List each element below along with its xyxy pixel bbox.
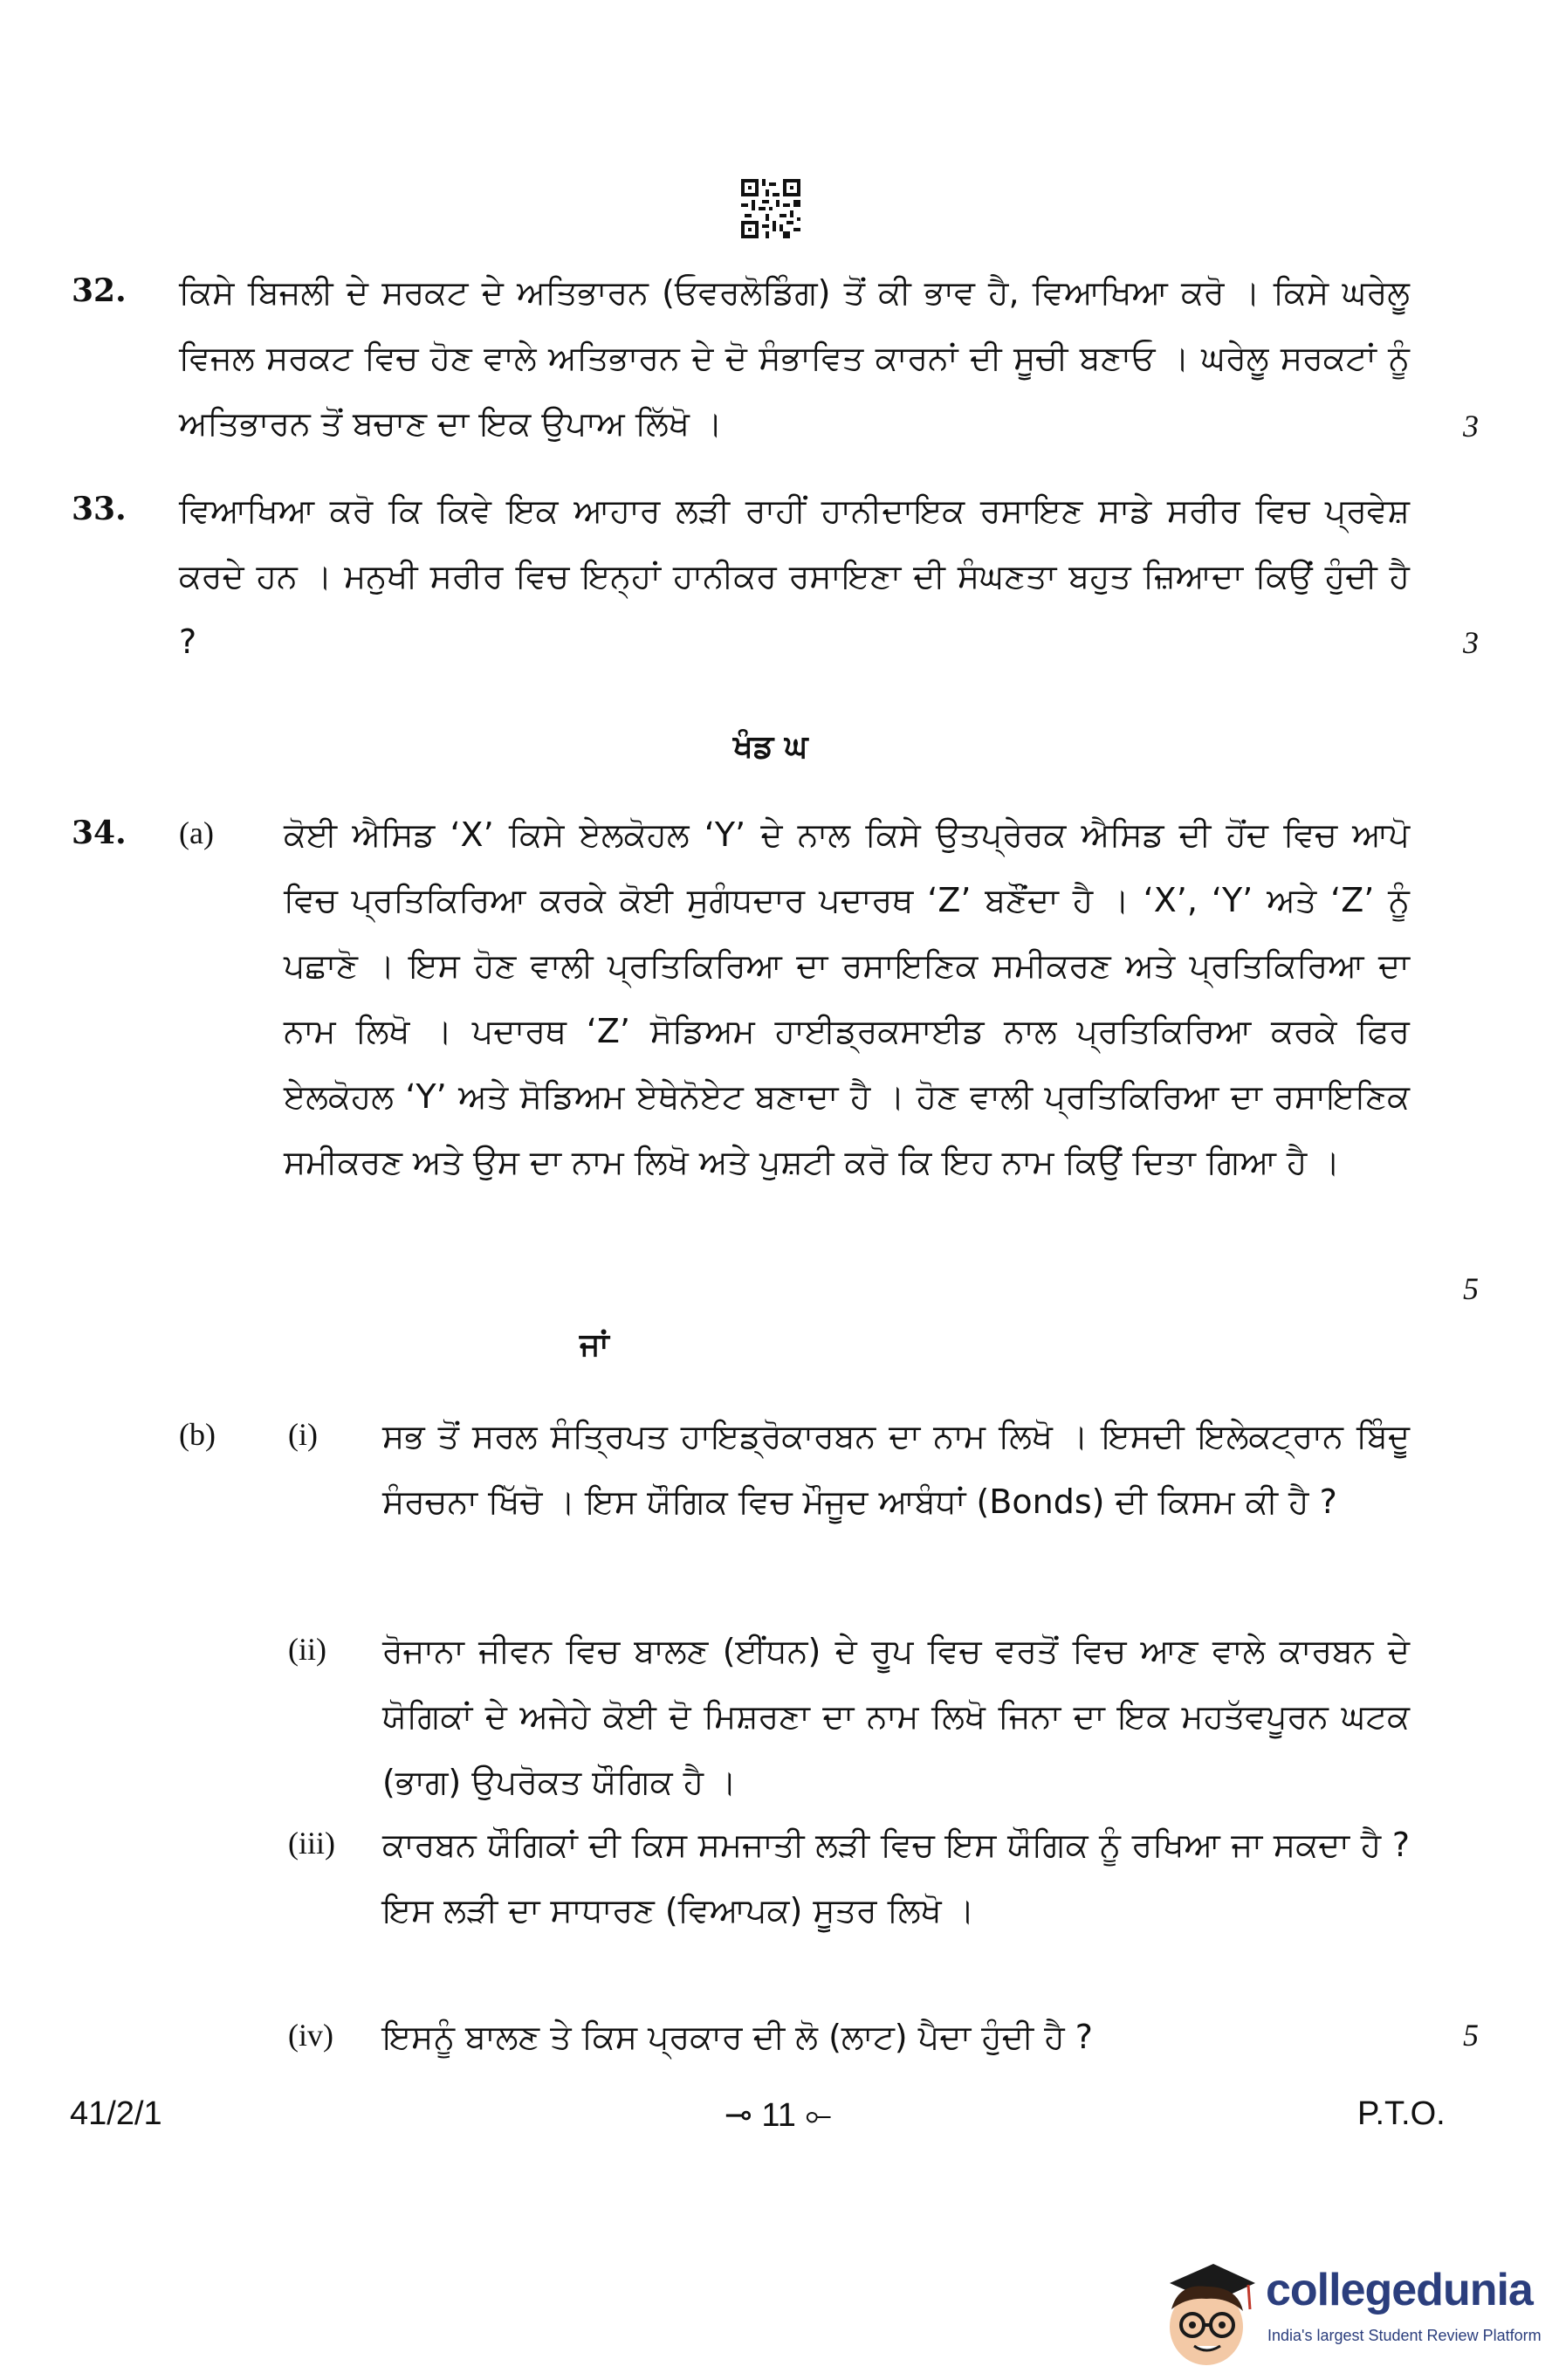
page-number (725, 2095, 832, 2135)
ornament-right-icon: ⟜ (805, 2097, 832, 2134)
question-number: 33. (72, 491, 127, 527)
question-number: 32. (72, 272, 127, 309)
item-text: ਰੋਜਾਨਾ ਜੀਵਨ ਵਿਚ ਬਾਲਣ (ਈਂਧਨ) ਦੇ ਰੂਪ ਵਿਚ ਵਰਤੋਂ ਵਿਚ ਆਣ ਵਾਲੇ ਕਾਰਬਨ ਦੇ ਯੋਗਿਕਾਂ ਦੇ ਅਜੇਹੇ ਕੋਈ ਦੋ ਮਿਸ਼ਰਣਾ ਦਾ ਨਾਮ ਲਿਖੋ ਜਿਨਾ ਦਾ ਇਕ ਮਹਤੱਵਪੂਰਨ ਘਟਕ (ਭਾਗ) ਉਪਰੋਕਤ ਯੌਗਿਕ ਹੈ । (382, 1632, 1410, 1801)
item-label: (i) (288, 1417, 318, 1452)
question-number: 34. (72, 815, 127, 851)
page-number-value: 11 (761, 2097, 796, 2134)
or-separator: ਜਾਂ (580, 1327, 609, 1363)
item-label: (iv) (288, 2018, 333, 2053)
section-heading: ਖੰਡ ਘ (733, 729, 808, 765)
question-text: ਕੋਈ ਐਸਿਡ ‘X’ ਕਿਸੇ ਏਲਕੋਹਲ ‘Y’ ਦੇ ਨਾਲ ਕਿਸੇ ਉਤਪ੍ਰੇਰਕ ਐਸਿਡ ਦੀ ਹੋਂਦ ਵਿਚ ਆਪੋ ਵਿਚ ਪ੍ਰਤਿਕਿਰਿਆ ਕਰਕੇ ਕੋਈ ਸੁਗੰਧਦਾਰ ਪਦਾਰਥ ‘Z’ ਬਣੌਂਦਾ ਹੈ । ‘X’, ‘Y’ ਅਤੇ ‘Z’ ਨੂੰ ਪਛਾਣੋ । ਇਸ ਹੋਣ ਵਾਲੀ ਪ੍ਰਤਿਕਿਰਿਆ ਦਾ ਰਸਾਇਣਿਕ ਸਮੀਕਰਣ ਅਤੇ ਪ੍ਰਤਿਕਿਰਿਆ ਦਾ ਨਾਮ ਲਿਖੋ । ਪਦਾਰਥ ‘Z’ ਸੋਡਿਅਮ ਹਾਈਡ੍ਰਕਸਾਈਡ ਨਾਲ ਪ੍ਰਤਿਕਿਰਿਆ ਕਰਕੇ ਫਿਰ ਏਲਕੋਹਲ ‘Y’ ਅਤੇ ਸੋਡਿਅਮ ਏਥੇਨੋਏਟ ਬਣਾਦਾ ਹੈ । ਹੋਣ ਵਾਲੀ ਪ੍ਰਤਿਕਿਰਿਆ ਦਾ ਰਸਾਇਣਿਕ ਸਮੀਕਰਣ ਅਤੇ ਉਸ ਦਾ ਨਾਮ ਲਿਖੋ ਅਤੇ ਪੁਸ਼ਟੀ ਕਰੋ ਕਿ ਇਹ ਨਾਮ ਕਿਉਂ ਦਿਤਾ ਗਿਆ ਹੈ । (284, 815, 1410, 1181)
subpart-label: (a) (179, 815, 214, 850)
item-label: (ii) (288, 1632, 326, 1667)
logo-wordmark: collegedunia (1266, 2265, 1533, 2315)
question-marks: 3 (1463, 625, 1479, 660)
pto-label: P.T.O. (1357, 2095, 1446, 2132)
ornament-left-icon: ⊸ (725, 2097, 752, 2134)
question-marks: 5 (1463, 2018, 1479, 2053)
paper-code: 41/2/1 (70, 2095, 162, 2132)
qr-code-icon (741, 179, 800, 238)
item-label: (iii) (288, 1826, 335, 1861)
item-text: ਇਸਨੂੰ ਬਾਲਣ ਤੇ ਕਿਸ ਪ੍ਰਕਾਰ ਦੀ ਲੋ (ਲਾਟ) ਪੈਦਾ ਹੁੰਦੀ ਹੈ ? (382, 2018, 1093, 2056)
item-text: ਸਭ ਤੋਂ ਸਰਲ ਸੰਤ੍ਰਿਪਤ ਹਾਇਡ੍ਰੋਕਾਰਬਨ ਦਾ ਨਾਮ ਲਿਖੋ । ਇਸਦੀ ਇਲੇਕਟ੍ਰਾਨ ਬਿੰਦੂ ਸੰਰਚਨਾ ਖਿੱਚੋ । ਇਸ ਯੌਗਿਕ ਵਿਚ ਮੌਜੂਦ ਆਬੰਧਾਂ (Bonds) ਦੀ ਕਿਸਮ ਕੀ ਹੈ ? (382, 1417, 1410, 1521)
mascot-icon (1152, 2248, 1257, 2370)
question-marks: 3 (1463, 409, 1479, 444)
logo-tagline: India's largest Student Review Platform (1267, 2327, 1542, 2344)
subpart-label: (b) (179, 1417, 216, 1452)
item-text: ਕਾਰਬਨ ਯੌਗਿਕਾਂ ਦੀ ਕਿਸ ਸਮਜਾਤੀ ਲੜੀ ਵਿਚ ਇਸ ਯੌਗਿਕ ਨੂੰ ਰਖਿਆ ਜਾ ਸਕਦਾ ਹੈ ? ਇਸ ਲੜੀ ਦਾ ਸਾਧਾਰਣ (ਵਿਆਪਕ) ਸੂਤਰ ਲਿਖੋ । (382, 1826, 1410, 1929)
question-text: ਵਿਆਖਿਆ ਕਰੋ ਕਿ ਕਿਵੇ ਇਕ ਆਹਾਰ ਲੜੀ ਰਾਹੀਂ ਹਾਨੀਦਾਇਕ ਰਸਾਇਣ ਸਾਡੇ ਸਰੀਰ ਵਿਚ ਪ੍ਰਵੇਸ਼ ਕਰਦੇ ਹਨ । ਮਨੁਖੀ ਸਰੀਰ ਵਿਚ ਇਨ੍ਹਾਂ ਹਾਨੀਕਰ ਰਸਾਇਣਾ ਦੀ ਸੰਘਣਤਾ ਬਹੁਤ ਜ਼ਿਆਦਾ ਕਿਉਂ ਹੁੰਦੀ ਹੈ ? (179, 492, 1410, 661)
question-marks: 5 (1463, 1271, 1479, 1306)
collegedunia-logo (1152, 2248, 1545, 2370)
question-text: ਕਿਸੇ ਬਿਜਲੀ ਦੇ ਸਰਕਟ ਦੇ ਅਤਿਭਾਰਨ (ਓਵਰਲੋਡਿੰਗ) ਤੋਂ ਕੀ ਭਾਵ ਹੈ, ਵਿਆਖਿਆ ਕਰੋ । ਕਿਸੇ ਘਰੇਲੂ ਵਿਜਲ ਸਰਕਟ ਵਿਚ ਹੋਣ ਵਾਲੇ ਅਤਿਭਾਰਨ ਦੇ ਦੋ ਸੰਭਾਵਿਤ ਕਾਰਨਾਂ ਦੀ ਸੂਚੀ ਬਣਾਓ । ਘਰੇਲੂ ਸਰਕਟਾਂ ਨੂੰ ਅਤਿਭਾਰਨ ਤੋਂ ਬਚਾਣ ਦਾ ਇਕ ਉਪਾਅ ਲਿੱਖੋ । (179, 273, 1410, 443)
